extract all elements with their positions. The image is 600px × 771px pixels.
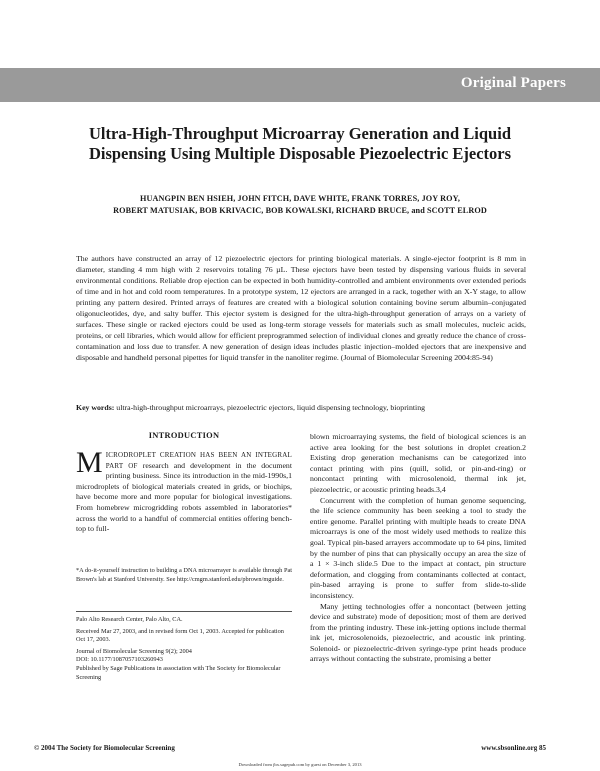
keywords-label: Key words: — [76, 403, 115, 412]
keywords-text: ultra-high-throughput microarrays, piezoelectric ejectors, liquid dispensing technology, bioprinting — [116, 403, 425, 412]
publisher: Published by Sage Publications in association with The Society for Biomolecular Screening — [76, 664, 281, 681]
keywords — [76, 402, 526, 413]
banner-label: Original Papers — [460, 75, 566, 91]
footer-copyright: © 2004 The Society for Biomolecular Screening — [34, 744, 175, 752]
authors-line-2: ROBERT MATUSIAK, BOB KRIVACIC, BOB KOWALSKI, RICHARD BRUCE, and SCOTT ELROD — [113, 206, 487, 215]
drop-cap: M — [76, 446, 103, 479]
title-line-2: Dispensing Using Multiple Disposable Piezoelectric Ejectors — [88, 144, 512, 163]
affiliation-received: Received Mar 27, 2003, and in revised form Oct 1, 2003. Accepted for publication Oct 17, 2003. — [76, 627, 284, 644]
right-column — [310, 432, 526, 665]
intro-left-text: research and development in the document printing business. Since its introduction in the mid-1990s,1 microdroplets of biological materials created in grids, or biochips, have become more and more popular for biological investigations. From homebrew microgridding robots assembled in laboratories* across the world to a handful of commercial entities offering bench-top to full- — [76, 460, 292, 534]
right-paragraph-1: blown microarraying systems, the field of biological sciences is an active area looking for the best solutions in droplet creation.2 Existing drop generation mechanisms can be categorized into contact printing with pins (quill, solid, or pin-and-ring) or noncontact printing with microsolenoid, thermal ink jet, piezoelectric, or acoustic printing heads.3,4 — [310, 432, 526, 494]
journal-ref: Journal of Biomolecular Screening 9(2); 2004 — [76, 647, 192, 655]
article-title — [40, 124, 560, 164]
intro-smallcaps-lead: ICRODROPLET CREATION HAS BEEN AN INTEGRAL PART OF — [105, 451, 292, 470]
intro-paragraph-1 — [76, 446, 292, 535]
footnote: *A do-it-yourself instruction to building a DNA microarrayer is available through Pat Brown's lab at Stanford University. See http://cmgm.stanford.edu/pbrown/mguide. — [76, 567, 292, 583]
authors-line-1: HUANGPIN BEN HSIEH, JOHN FITCH, DAVE WHITE, FRANK TORRES, JOY ROY, — [140, 194, 460, 203]
right-paragraph-3: Many jetting technologies offer a noncontact (between jetting device and substrate) mode of deposition; most of them are derived from the printing industry. These ink-jetting options include thermal ink jet, microsolenoids, piezoelectric, and acoustic ink printing. Solenoid- or piezoelectric-driven syringe-type print heads produce arrays without contacting the substrate, promising a better — [310, 601, 526, 664]
left-column — [76, 446, 292, 535]
affiliation-journal — [76, 648, 292, 682]
affiliation-divider — [76, 611, 292, 612]
affiliation-block — [76, 616, 292, 685]
title-line-1: Ultra-High-Throughput Microarray Generation and Liquid — [88, 124, 511, 143]
download-note: Downloaded from jbx.sagepub.com by guest on December 3, 2013 — [238, 762, 362, 767]
doi: DOI: 10.1177/1087057103260943 — [76, 656, 163, 664]
right-paragraph-2: Concurrent with the completion of human genome sequencing, the life science community has been seeking a tool to study the entire genome. Parallel printing with multiple heads to create DNA microarrays is one of the most widely used methods to realize this goal. Typical pin-based arrayers accommodate up to 64 pins, limited by the number of pins that can physically occupy an area the size of a 1 × 3-inch slide.5 Due to the impact at contact, pin structure deformation, and clogging from contaminants collected at contact, pin-based arraying is prone to suffer from slide-to-slide inconsistency. — [310, 495, 526, 600]
section-banner — [0, 68, 600, 102]
affiliation-org: Palo Alto Research Center, Palo Alto, CA. — [76, 616, 183, 623]
footer-site-page: www.sbsonline.org 85 — [481, 744, 546, 752]
abstract: The authors have constructed an array of 12 piezoelectric ejectors for printing biological materials. A single-ejector footprint is 8 mm in diameter, standing 4 mm high with 2 reservoirs totaling 76 µL. These ejectors have been tested by dispensing various fluids in several environmental conditions. Reliable drop ejection can be expected in both humidity-controlled and ambient environments over extended periods of time and in hot and cold room temperatures. In a prototype system, 12 ejectors are arranged in a rack, together with an X-Y stage, to allow printing any pattern desired. Printed arrays of features are created with a biological solution containing bovine serum albumin–conjugated oligonucleotides, dye, and salty buffer. This ejector system is designed for the ultra-high-throughput generation of arrays on a variety of surfaces. These single or racked ejectors could be used as long-term storage vessels for materials such as small molecules, nucleic acids, proteins, or cell libraries, which would allow for efficient preprogrammed selection of individual clones and greatly reduce the chance of cross-contamination and loss due to transfer. A new generation of design ideas includes plastic injection–molded ejectors that are inexpensive and disposable and handheld personal pipettes for liquid transfer in the nanoliter regime. (Journal of Biomolecular Screening 2004:85-94) — [76, 254, 526, 363]
author-list — [40, 193, 560, 217]
section-heading-introduction: INTRODUCTION — [148, 431, 220, 440]
